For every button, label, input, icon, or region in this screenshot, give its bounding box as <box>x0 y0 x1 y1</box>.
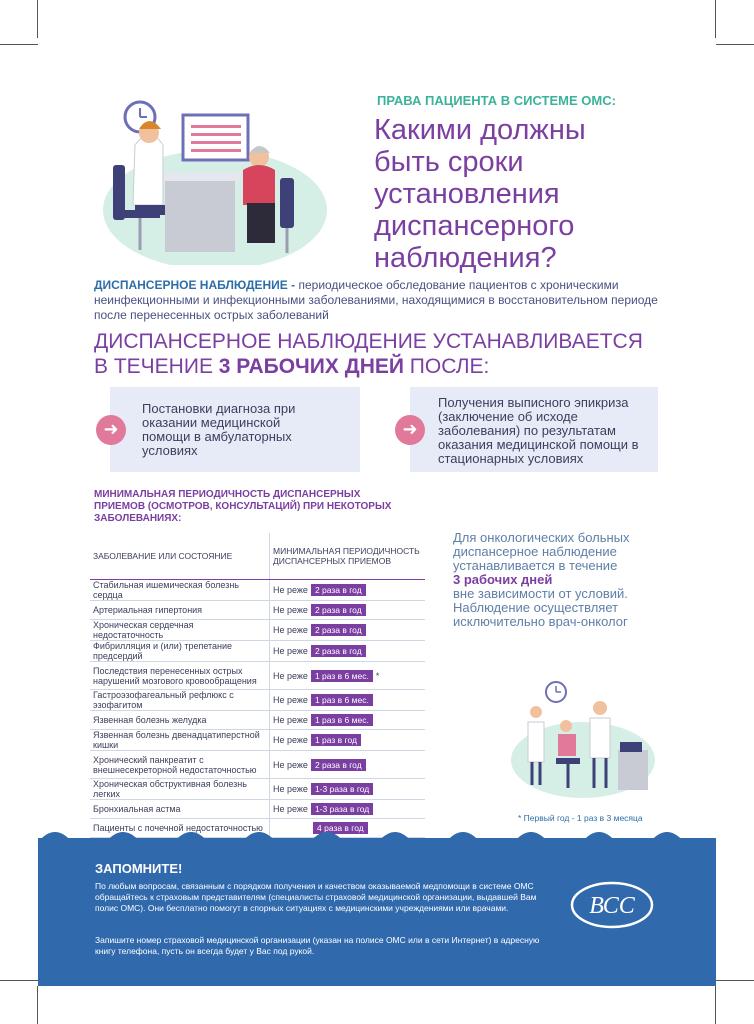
title-line: наблюдения? <box>374 242 557 274</box>
oncology-note <box>453 531 683 629</box>
frequency-badge: 2 раза в год <box>311 604 366 616</box>
frequency-badge: 1 раз в год <box>311 734 361 746</box>
arrow-right-icon: ➜ <box>395 415 425 445</box>
logo-text: ВСС <box>589 893 635 919</box>
crop-mark <box>37 986 38 1024</box>
banner-paragraph: По любым вопросам, связанным с порядком получения и качеством оказываемой медпомощи в системе ОМС обращайтесь к страховым представителям (специалисты страховой медицинской организации, выдавшей Вам полис ОМС). Они бесплатно помогут в спорных ситуациях с медицинскими учреждениями или врачами. <box>95 881 537 913</box>
disease-cell: Хронический панкреатит с внешнесекреторной недостаточностью <box>90 751 270 779</box>
banner-heading: ЗАПОМНИТЕ! <box>95 861 183 876</box>
condition-box-text: Получения выписного эпикриза (заключение об исходе заболевания) по результатам оказания медицинской помощи в стационарных условиях <box>438 395 639 466</box>
table-row: Язвенная болезнь желудка Не реже 1 раз в 6 мес. <box>90 711 425 730</box>
page-title <box>374 114 674 274</box>
frequency-badge: 2 раза в год <box>311 624 366 636</box>
establish-line-2 <box>94 355 714 379</box>
establish-days: 3 РАБОЧИХ ДНЕЙ <box>218 355 404 378</box>
establish-pre: В ТЕЧЕНИЕ <box>94 355 219 378</box>
disease-cell: Пациенты с почечной недостаточностью <box>90 819 270 838</box>
disease-cell: Артериальная гипертония <box>90 601 270 620</box>
condition-box-text: Постановки диагноза при оказании медицинской помощи в амбулаторных условиях <box>142 401 296 458</box>
crop-mark <box>715 0 716 38</box>
frequency-badge: 2 раза в год <box>311 584 366 596</box>
disease-cell: Стабильная ишемическая болезнь сердца <box>90 580 270 601</box>
oncology-text-post: вне зависимости от условий. Наблюдение осуществляет исключительно врач-онколог <box>453 586 628 629</box>
kicker-heading: ПРАВА ПАЦИЕНТА В СИСТЕМЕ ОМС: <box>377 93 616 108</box>
table-row: Гастроэзофагеальный рефлюкс с эзофагитом Не реже 1 раз в 6 мес. <box>90 690 425 711</box>
oncology-days: 3 рабочих дней <box>453 572 553 587</box>
arrow-right-icon: ➜ <box>96 415 126 445</box>
banner-paragraph: Запишите номер страховой медицинской организации (указан на полисе ОМС или в сети Интернет) в адресную книгу телефона, пусть он всегда будет у Вас под рукой. <box>95 935 540 956</box>
column-header: ЗАБОЛЕВАНИЕ ИЛИ СОСТОЯНИЕ <box>90 533 270 580</box>
crop-mark <box>0 980 38 981</box>
disease-cell: Язвенная болезнь двенадцатиперстной кишки <box>90 730 270 751</box>
disease-cell: Фибрилляция и (или) трепетание предсердий <box>90 641 270 662</box>
table-row: Фибрилляция и (или) трепетание предсердий Не реже 2 раза в год <box>90 641 425 662</box>
table-row: Язвенная болезнь двенадцатиперстной кишки Не реже 1 раз в год <box>90 730 425 751</box>
disease-cell: Последствия перенесенных острых нарушений мозгового кровообращения <box>90 662 270 690</box>
footnote: * Первый год - 1 раз в 3 месяца <box>518 813 643 823</box>
title-line: установления <box>374 178 560 210</box>
table-row: Стабильная ишемическая болезнь сердца Не реже 2 раза в год <box>90 580 425 601</box>
oncology-text-pre: Для онкологических больных диспансерное наблюдение устанавливается в течение <box>453 530 630 573</box>
insurer-logo <box>570 880 654 930</box>
crop-mark <box>716 980 754 981</box>
crop-mark <box>0 44 38 45</box>
condition-box-outpatient <box>110 387 360 472</box>
frequency-badge: 1 раз в 6 мес. <box>311 670 373 682</box>
crop-mark <box>716 44 754 45</box>
column-header: МИНИМАЛЬНАЯ ПЕРИОДИЧНОСТЬ ДИСПАНСЕРНЫХ ПРИЕМОВ <box>270 533 426 580</box>
table-row: Хроническая сердечная недостаточность Не реже 2 раза в год <box>90 620 425 641</box>
title-line: диспансерного <box>374 210 575 242</box>
table-header-row <box>90 533 425 580</box>
frequency-badge: 1 раз в 6 мес. <box>311 694 373 706</box>
table-row: Бронхиальная астма Не реже 1-3 раза в год <box>90 800 425 819</box>
disease-cell: Язвенная болезнь желудка <box>90 711 270 730</box>
periodicity-table <box>90 533 425 838</box>
title-line: Какими должны <box>374 114 586 146</box>
frequency-badge: 1 раз в 6 мес. <box>311 714 373 726</box>
disease-cell: Хроническая обструктивная болезнь легких <box>90 779 270 800</box>
crop-mark <box>37 0 38 38</box>
definition-paragraph <box>94 278 684 323</box>
table-caption: МИНИМАЛЬНАЯ ПЕРИОДИЧНОСТЬ ДИСПАНСЕРНЫХ ПРИЕМОВ (ОСМОТРОВ, КОНСУЛЬТАЦИЙ) ПРИ НЕКОТОРЫХ ЗАБОЛЕВАНИЯХ: <box>94 489 392 524</box>
frequency-badge: 1-3 раза в год <box>311 783 373 795</box>
table-row: Хронический панкреатит с внешнесекреторной недостаточностью Не реже 2 раза в год <box>90 751 425 779</box>
doctor-patient-illustration <box>95 95 330 265</box>
frequency-badge: 2 раза в год <box>311 645 366 657</box>
frequency-badge: 2 раза в год <box>311 759 366 771</box>
table-row: Последствия перенесенных острых нарушений мозгового кровообращения Не реже 1 раз в 6 мес. * <box>90 662 425 690</box>
disease-cell: Хроническая сердечная недостаточность <box>90 620 270 641</box>
condition-box-inpatient <box>410 387 658 472</box>
table-row: Артериальная гипертония Не реже 2 раза в год <box>90 601 425 620</box>
definition-term: ДИСПАНСЕРНОЕ НАБЛЮДЕНИЕ - <box>94 278 296 292</box>
establish-line-1: ДИСПАНСЕРНОЕ НАБЛЮДЕНИЕ УСТАНАВЛИВАЕТСЯ <box>94 330 643 353</box>
crop-mark <box>715 986 716 1024</box>
table-row: Хроническая обструктивная болезнь легких Не реже 1-3 раза в год <box>90 779 425 800</box>
title-line: быть сроки <box>374 146 524 178</box>
frequency-badge: 1-3 раза в год <box>311 803 373 815</box>
disease-cell: Бронхиальная астма <box>90 800 270 819</box>
frequency-badge: 4 раза в год <box>313 822 368 834</box>
establish-post: ПОСЛЕ: <box>403 355 490 378</box>
disease-cell: Гастроэзофагеальный рефлюкс с эзофагитом <box>90 690 270 711</box>
footnote-marker: * <box>375 670 380 681</box>
doctor-exam-illustration <box>508 680 658 800</box>
definition-text: периодическое обследование пациентов с хроническими неинфекционными и инфекционными заболеваниями, находящимися в восстановительном периоде после перенесенных острых заболеваний <box>94 278 658 322</box>
